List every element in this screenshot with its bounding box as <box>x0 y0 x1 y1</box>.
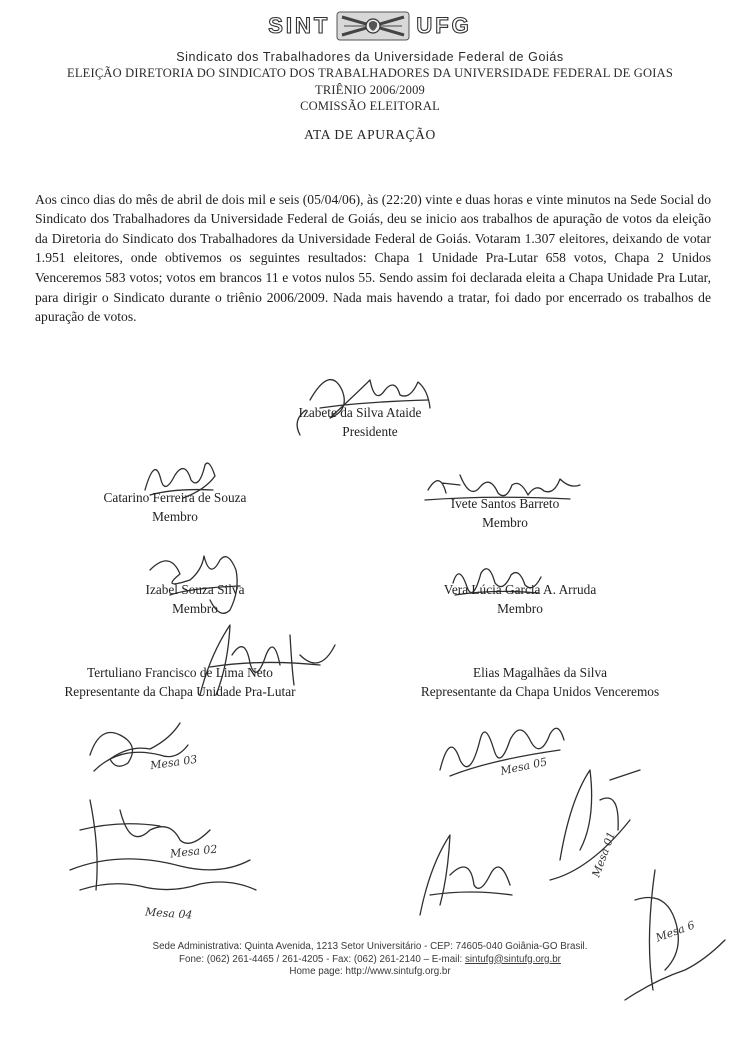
signatory-name: Catarino Ferreira de Souza <box>103 490 247 505</box>
signatory-member1 <box>70 488 280 526</box>
mesa-note: Mesa 04 <box>144 905 193 922</box>
signatory-president <box>260 403 460 441</box>
minutes-body: Aos cinco dias do mês de abril de dois mil e seis (05/04/06), às (22:20) vinte e duas horas e vinte minutos na Sede Social do Sindicato dos Trabalhadores da Universidade Federal de Goiás, deu se inicio aos trabalhos de apuração de votos da eleição da Diretoria do Sindicato dos Trabalhadores da Universidade Federal de Goiás. Votaram 1.307 eleitores, deixando de votar 1.951 eleitores, onde obtivemos os seguintes resultados: Chapa 1 Unidade Pra-Lutar 658 votos, Chapa 2 Unidos Venceremos 583 votos; votos em brancos 11 e votos nulos 55. Sendo assim foi declarada eleita a Chapa Unidade Pra Lutar, para dirigir o Sindicato durante o triênio 2006/2009. Nada mais havendo a tratar, foi dado por encerrado os trabalhos de apuração de votos. <box>35 191 711 325</box>
union-emblem-icon <box>336 9 410 43</box>
mesa-note: Mesa 05 <box>499 755 549 778</box>
commission-heading: COMISSÃO ELEITORAL <box>300 99 440 113</box>
signatory-member2 <box>395 494 615 532</box>
footer-contact <box>0 954 740 967</box>
election-heading: ELEIÇÃO DIRETORIA DO SINDICATO DOS TRABALHADORES DA UNIVERSIDADE FEDERAL DE GOIAS <box>66 66 674 80</box>
letterhead-logo <box>0 6 740 46</box>
signatory-name: Elias Magalhães da Silva <box>472 665 608 680</box>
logo-text-right: UFG <box>416 13 472 38</box>
union-name: Sindicato dos Trabalhadores da Universidade Federal de Goiás <box>176 50 564 64</box>
signatory-name: Izabete da Silva Ataide <box>298 405 422 420</box>
letterhead-footer <box>0 941 740 979</box>
signatory-role: Membro <box>152 509 198 524</box>
term-heading: TRIÊNIO 2006/2009 <box>315 83 425 97</box>
mesa-note: Mesa 6 <box>653 918 697 945</box>
signatory-name: Tertuliano Francisco de Lima Neto <box>87 665 273 680</box>
signatory-member3 <box>100 580 290 618</box>
logo-text-left: SINT <box>268 13 331 38</box>
mesa-note: Mesa 02 <box>169 842 219 861</box>
signatory-name: Izabel Souza Silva <box>145 582 245 597</box>
signatory-rep2 <box>375 663 705 701</box>
signatory-member4 <box>405 580 635 618</box>
footer-phone: Fone: (062) 261-4465 / 261-4205 - Fax: (062) 261-2140 – E-mail: <box>179 953 463 965</box>
document-title: ATA DE APURAÇÃO <box>304 127 436 142</box>
signatory-role: Representante da Chapa Unidos Venceremos <box>420 684 660 699</box>
footer-homepage[interactable]: Home page: http://www.sintufg.org.br <box>289 966 451 977</box>
signatory-role: Representante da Chapa Unidade Pra-Lutar <box>64 684 296 699</box>
signatory-name: Vera Lúcia Garcia A. Arruda <box>443 582 597 597</box>
mesa-note: Mesa 03 <box>149 752 199 773</box>
signature-mesa-03 <box>80 715 200 785</box>
footer-address: Sede Administrativa: Quinta Avenida, 1213 Setor Universitário - CEP: 74605-040 Goiânia-GO Brasil. <box>152 941 588 952</box>
signatory-rep1 <box>30 663 330 701</box>
signature-mesa-04 <box>400 825 520 925</box>
signature-mesa-02 <box>60 790 260 910</box>
signatory-role: Membro <box>172 601 218 616</box>
footer-email[interactable]: sintufg@sintufg.org.br <box>464 953 561 965</box>
mesa-note: Mesa 01 <box>589 829 618 880</box>
signatory-role: Membro <box>497 601 543 616</box>
signatory-name: Ivete Santos Barreto <box>450 496 560 511</box>
signatory-role: Membro <box>482 515 528 530</box>
signatory-role: Presidente <box>342 424 398 439</box>
